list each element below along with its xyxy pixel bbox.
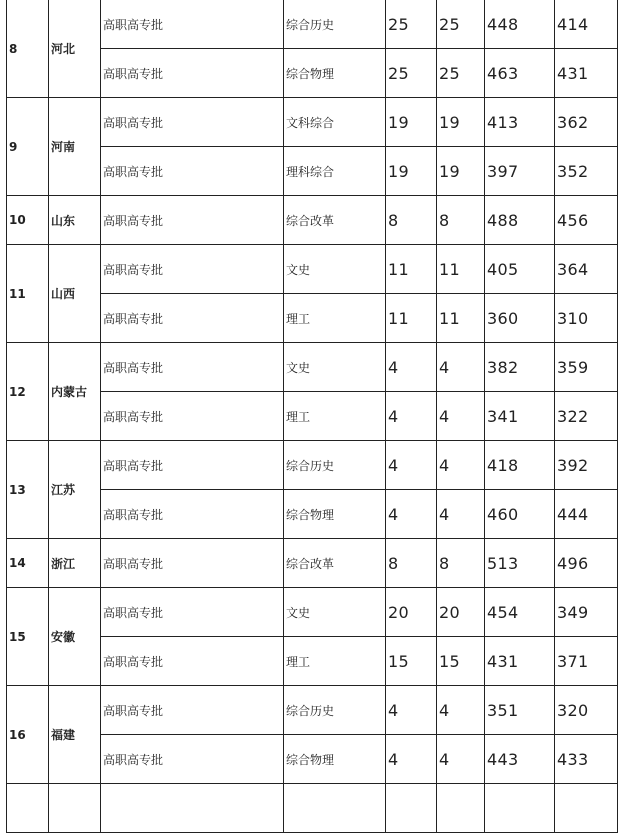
- province-name: 山西: [49, 245, 101, 343]
- province-name: 河南: [49, 98, 101, 196]
- plan-count-cell: 4: [386, 392, 437, 441]
- batch-cell: 高职高专批: [101, 196, 284, 245]
- enrolled-count-cell: 4: [437, 490, 485, 539]
- plan-count-cell: 25: [386, 0, 437, 49]
- enrolled-count-cell: 25: [437, 49, 485, 98]
- enrolled-count-cell: 4: [437, 343, 485, 392]
- subject-cell: 综合历史: [284, 686, 386, 735]
- min-score-cell: 456: [555, 196, 618, 245]
- row-number: 11: [7, 245, 49, 343]
- max-score-cell: 360: [485, 294, 555, 343]
- plan-count-cell: 4: [386, 490, 437, 539]
- batch-cell: 高职高专批: [101, 735, 284, 784]
- plan-count-cell: 4: [386, 441, 437, 490]
- max-score-cell: 405: [485, 245, 555, 294]
- batch-cell: [101, 784, 284, 833]
- min-score-cell: 362: [555, 98, 618, 147]
- subject-cell: 理科综合: [284, 147, 386, 196]
- max-score-cell: 448: [485, 0, 555, 49]
- plan-count-cell: 4: [386, 343, 437, 392]
- plan-count-cell: 4: [386, 686, 437, 735]
- subject-cell: 文史: [284, 343, 386, 392]
- plan-count-cell: 20: [386, 588, 437, 637]
- plan-count-cell: [386, 784, 437, 833]
- enrolled-count-cell: 11: [437, 294, 485, 343]
- enrolled-count-cell: 4: [437, 392, 485, 441]
- batch-cell: 高职高专批: [101, 490, 284, 539]
- province-name: 内蒙古: [49, 343, 101, 441]
- batch-cell: 高职高专批: [101, 539, 284, 588]
- subject-cell: 文史: [284, 245, 386, 294]
- plan-count-cell: 11: [386, 294, 437, 343]
- table-row: [7, 588, 618, 637]
- batch-cell: 高职高专批: [101, 0, 284, 49]
- enrolled-count-cell: 19: [437, 98, 485, 147]
- min-score-cell: 433: [555, 735, 618, 784]
- table-row: [7, 539, 618, 588]
- row-number: 13: [7, 441, 49, 539]
- enrolled-count-cell: 8: [437, 539, 485, 588]
- row-number: 14: [7, 539, 49, 588]
- province-name: 河北: [49, 0, 101, 98]
- max-score-cell: 454: [485, 588, 555, 637]
- enrolled-count-cell: [437, 784, 485, 833]
- batch-cell: 高职高专批: [101, 343, 284, 392]
- row-number: 10: [7, 196, 49, 245]
- enrolled-count-cell: 4: [437, 441, 485, 490]
- plan-count-cell: 25: [386, 49, 437, 98]
- min-score-cell: 310: [555, 294, 618, 343]
- enrolled-count-cell: 20: [437, 588, 485, 637]
- min-score-cell: 320: [555, 686, 618, 735]
- subject-cell: 综合改革: [284, 196, 386, 245]
- subject-cell: 综合历史: [284, 0, 386, 49]
- batch-cell: 高职高专批: [101, 294, 284, 343]
- subject-cell: 综合改革: [284, 539, 386, 588]
- plan-count-cell: 8: [386, 196, 437, 245]
- subject-cell: 综合历史: [284, 441, 386, 490]
- batch-cell: 高职高专批: [101, 686, 284, 735]
- max-score-cell: 463: [485, 49, 555, 98]
- province-name: 江苏: [49, 441, 101, 539]
- min-score-cell: 414: [555, 0, 618, 49]
- row-number: 16: [7, 686, 49, 784]
- province-name: [49, 784, 101, 833]
- plan-count-cell: 19: [386, 98, 437, 147]
- province-name: 安徽: [49, 588, 101, 686]
- max-score-cell: 513: [485, 539, 555, 588]
- max-score-cell: [485, 784, 555, 833]
- enrolled-count-cell: 4: [437, 735, 485, 784]
- subject-cell: 文科综合: [284, 98, 386, 147]
- min-score-cell: 444: [555, 490, 618, 539]
- batch-cell: 高职高专批: [101, 441, 284, 490]
- max-score-cell: 413: [485, 98, 555, 147]
- subject-cell: 综合物理: [284, 490, 386, 539]
- table-row: [7, 784, 618, 833]
- subject-cell: 理工: [284, 392, 386, 441]
- province-name: 浙江: [49, 539, 101, 588]
- min-score-cell: 352: [555, 147, 618, 196]
- plan-count-cell: 4: [386, 735, 437, 784]
- batch-cell: 高职高专批: [101, 147, 284, 196]
- table-row: [7, 98, 618, 147]
- max-score-cell: 431: [485, 637, 555, 686]
- batch-cell: 高职高专批: [101, 245, 284, 294]
- plan-count-cell: 19: [386, 147, 437, 196]
- table-row: [7, 0, 618, 49]
- subject-cell: 理工: [284, 637, 386, 686]
- plan-count-cell: 11: [386, 245, 437, 294]
- enrolled-count-cell: 19: [437, 147, 485, 196]
- plan-count-cell: 15: [386, 637, 437, 686]
- table-row: [7, 343, 618, 392]
- min-score-cell: 349: [555, 588, 618, 637]
- row-number: 8: [7, 0, 49, 98]
- batch-cell: 高职高专批: [101, 392, 284, 441]
- max-score-cell: 351: [485, 686, 555, 735]
- table-row: [7, 441, 618, 490]
- batch-cell: 高职高专批: [101, 588, 284, 637]
- max-score-cell: 397: [485, 147, 555, 196]
- min-score-cell: 371: [555, 637, 618, 686]
- min-score-cell: 359: [555, 343, 618, 392]
- batch-cell: 高职高专批: [101, 98, 284, 147]
- subject-cell: 综合物理: [284, 735, 386, 784]
- table-row: [7, 686, 618, 735]
- subject-cell: 文史: [284, 588, 386, 637]
- table-row: [7, 245, 618, 294]
- enrolled-count-cell: 11: [437, 245, 485, 294]
- max-score-cell: 341: [485, 392, 555, 441]
- subject-cell: [284, 784, 386, 833]
- min-score-cell: 364: [555, 245, 618, 294]
- min-score-cell: 322: [555, 392, 618, 441]
- max-score-cell: 443: [485, 735, 555, 784]
- max-score-cell: 460: [485, 490, 555, 539]
- min-score-cell: 392: [555, 441, 618, 490]
- subject-cell: 综合物理: [284, 49, 386, 98]
- min-score-cell: 496: [555, 539, 618, 588]
- subject-cell: 理工: [284, 294, 386, 343]
- max-score-cell: 418: [485, 441, 555, 490]
- row-number: 15: [7, 588, 49, 686]
- enrolled-count-cell: 8: [437, 196, 485, 245]
- table-row: [7, 196, 618, 245]
- enrolled-count-cell: 4: [437, 686, 485, 735]
- plan-count-cell: 8: [386, 539, 437, 588]
- enrolled-count-cell: 15: [437, 637, 485, 686]
- admission-score-table: [6, 0, 618, 833]
- row-number: 9: [7, 98, 49, 196]
- batch-cell: 高职高专批: [101, 49, 284, 98]
- max-score-cell: 488: [485, 196, 555, 245]
- province-name: 福建: [49, 686, 101, 784]
- row-number: [7, 784, 49, 833]
- province-name: 山东: [49, 196, 101, 245]
- min-score-cell: 431: [555, 49, 618, 98]
- row-number: 12: [7, 343, 49, 441]
- max-score-cell: 382: [485, 343, 555, 392]
- enrolled-count-cell: 25: [437, 0, 485, 49]
- batch-cell: 高职高专批: [101, 637, 284, 686]
- min-score-cell: [555, 784, 618, 833]
